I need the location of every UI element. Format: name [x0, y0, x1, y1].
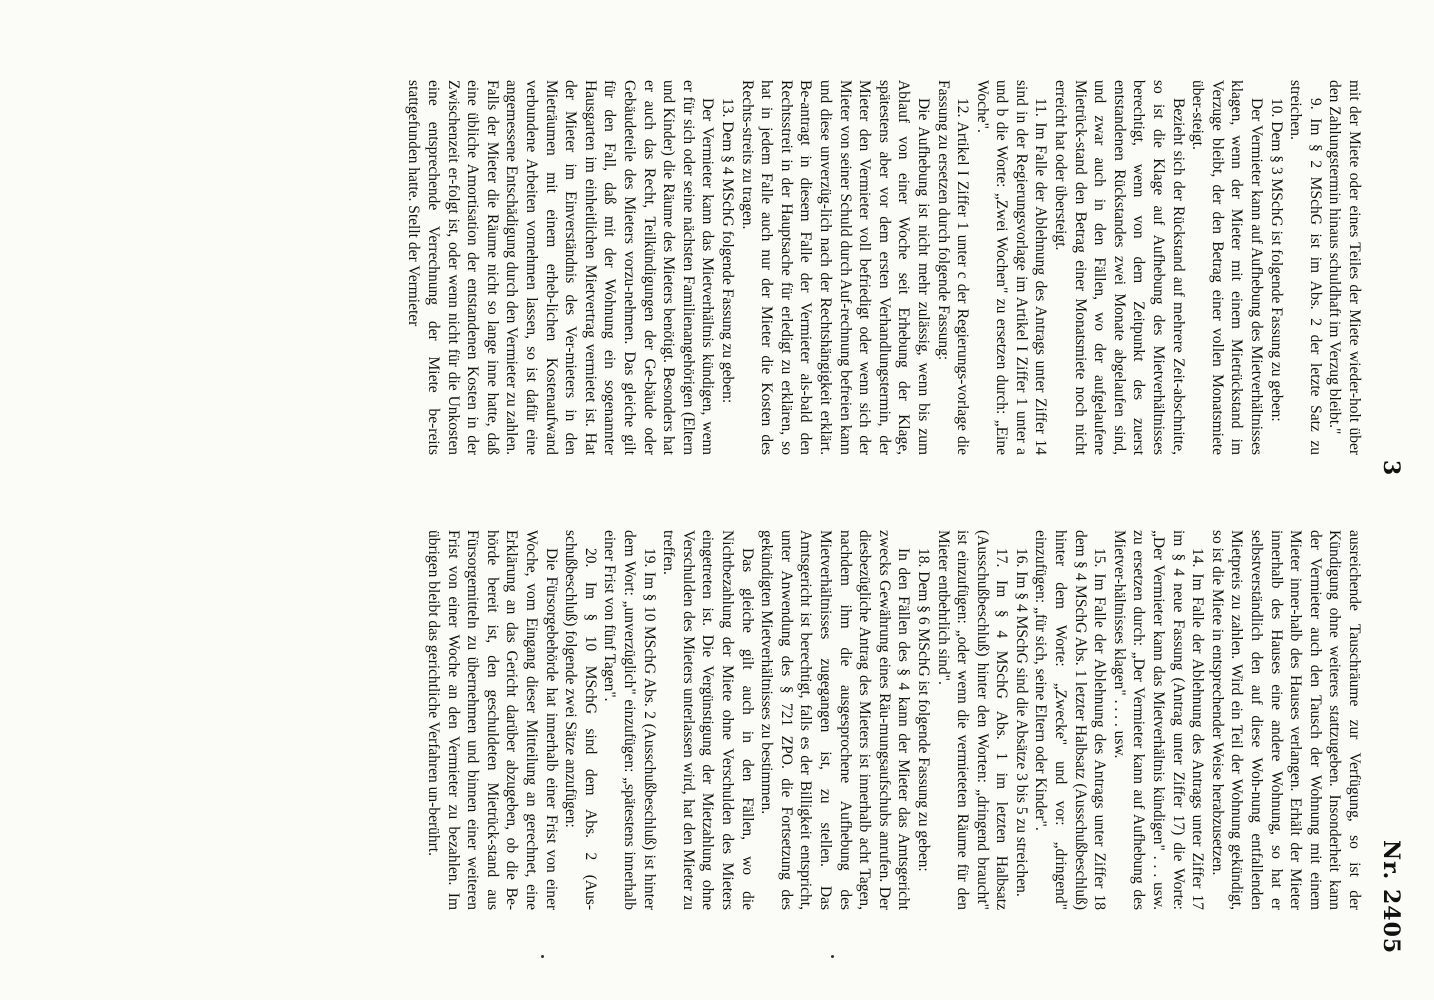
- paragraph: Der Vermieter kann das Mietverhältnis kündigen, wenn er für sich oder seine nächsten Familienangehörigen (Eltern und Kinder) die Räume des Mieters benötigt. Besonders hat er auch das Recht, Teilkündigungen der Ge-bäude oder Gebäudeteile des Mieters vorzu-nehmen. Das gleiche gilt für den Fall, daß mit der Wohnung ein sogenannter Hausgarten im einheitlichen Mietvertrag vermietet ist. Hat der Mieter im Einverständnis des Ver-mieters in den Mieträumen mit einem erheb-lichen Kostenaufwand verbundene Arbeiten vornehmen lassen, so ist dafür eine angemessene Entschädigung durch den Vermieter zu zahlen. Falls der Mieter die Räume nicht so lange inne hatte, daß eine übliche Amortisation der entstandenen Kosten in der Zwischenzeit er-folgt ist, oder wenn nicht für die Unkosten eine entsprechende Verrechnung der Miete be-reits stattgefunden hatte. Stellt der Vermieter: [405, 80, 717, 455]
- paragraph: 17. Im § 4 MSchG Abs. 1 im letzten Halbsatz (Ausschußbeschluß) hinter den Worten: „dringend braucht" ist einzufügen: „oder wenn die vermieteten Räume für den Mieter entbehrlich sind".: [934, 530, 1011, 910]
- paragraph: Die Aufhebung ist nicht mehr zulässig, wenn bis zum Ablauf von einer Woche seit Erhebung der Klage, spätestens aber vor dem ersten Verhandlungstermin, der Mieter den Vermieter voll befriedigt oder wenn sich der Mieter von seiner Schuld durch Auf-rechnung befreien kann und diese unverzüg-lich nach der Rechtshängigkeit erklärt. Be-antragt in diesem Falle der Vermieter als-bald den Rechtsstreit in der Hauptsache für erledigt zu erklären, so hat in jedem Falle auch nur der Mieter die Kosten des Rechts-streits zu tragen.: [738, 80, 932, 455]
- paragraph: Bezieht sich der Rückstand auf mehrere Zeit-abschnitte, so ist die Klage auf Aufhebung des Mietverhältnisses berechtigt, wenn von dem Zeitpunkt des zuerst entstandenen Rückstandes zwei Monate abgelaufen sind, und zwar auch in den Fällen, wo der aufgelaufene Mietrück-stand den Betrag einer Monatsmiete noch nicht erreicht hat oder übersteigt.: [1052, 80, 1187, 455]
- digitization-credit: [0, 0, 26, 1000]
- right-text-column: [424, 530, 1365, 910]
- paragraph: Die Fürsorgebehörde hat innerhalb einer Frist von einer Woche, vom Eingang dieser Mitteilung an gerechnet, eine Erklärung an das Gericht darüber abzugeben, ob die Be-hörde bereit ist, den geschuldeten Mietrück-stand aus Fürsorgemitteln zu übernehmen und binnen einer weiteren Frist von einer Woche an den Vermieter zu bezahlen. Im übrigen bleibt das gerichtliche Verfahren un-berührt.: [425, 530, 560, 910]
- document-number: Nr. 2405: [1378, 840, 1404, 955]
- paragraph: 9. Im § 2 MSchG ist im Abs. 2 der letzte Satz zu streichen.: [1287, 80, 1324, 455]
- paragraph: In den Fällen des § 4 kann der Mieter das Amtsgericht zwecks Gewährung eines Räu-mungsaufschubs anrufen. Der diesbezügliche Antrag des Mieters ist innerhalb acht Tagen, nachdem ihm die ausgesprochene Aufhebung des Mietverhältnisses zugegangen ist, zu stellen. Das Amtsgericht ist berechtigt, falls es der Billigkeit entspricht, unter Anwendung des § 721 ZPO. die Fortsetzung des gekündigten Mietverhältnisses zu bestimmen.: [758, 530, 913, 910]
- paragraph: 16. Im § 4 MSchG sind die Absätze 3 bis 5 zu streichen.: [1012, 548, 1030, 897]
- paragraph: Das gleiche gilt auch in den Fällen, wo die Nichtbezahlung der Miete ohne Verschulden des Mieters eingetreten ist. Die Vergünstigung der Mietzahlung ohne Verschulden des Mieters unterlassen wird, hat den Mieter zu treffen.: [660, 530, 756, 910]
- paragraph: Der Vermieter kann auf Aufhebung des Mietverhältnisses klagen, wenn der Mieter mit einem Mietrückstand im Verzuge bleibt, der den Betrag einer vollen Monatsmiete über-steigt.: [1189, 80, 1266, 455]
- paragraph: 14. Im Falle der Ablehnung des Antrags unter Ziffer 17 im § 4 neue Fassung (Antrag unter Ziffer 17) die Worte: „Der Vermieter kann das Mietverhältnis kündigen" . . . usw. zu ersetzen durch: „Der Vermieter kann auf Aufhebung des Mietver-hältnisses klagen" . . . . usw.: [1110, 530, 1207, 910]
- scan-speck: [541, 955, 544, 958]
- paragraph: 11. Im Falle der Ablehnung des Antrags unter Ziffer 14 sind in der Regierungsvorlage im Artikel I Ziffer 1 unter a und b die Worte: „Zwei Wochen" zu ersetzen durch: „Eine Woche".: [973, 80, 1050, 455]
- paragraph: 13. Dem § 4 MSchG folgende Fassung zu geben:: [719, 98, 736, 404]
- left-text-column: [404, 80, 1364, 455]
- paragraph: ausreichende Tauschräume zur Verfügung, so ist der Kündigung ohne weiteres stattzugeben. Insonderheit kann der Vermieter auch den Tausch der Wohnung mit einem Mieter inner-halb des Hauses verlangen. Erhält der Mieter innerhalb des Hauses eine andere Wohnung, so hat er selbstverständlich den auf diese Woh-nung entfallenden Mietpreis zu zahlen. Wird ein Teil der Wohnung gekündigt, so ist die Miete in entsprechender Weise herabzusetzen.: [1208, 530, 1363, 910]
- paragraph: 12. Artikel I Ziffer 1 unter c der Regierungs-vorlage die Fassung zu ersetzen durch folgende Fassung:: [934, 80, 972, 455]
- paragraph: 15. Im Falle der Ablehnung des Antrags unter Ziffer 18 dem § 4 MSchG Abs. 1 letzter Halbsatz (Ausschußbeschluß) hinter dem Worte: „Zwecke" und vor: „dringend" einzufügen: „für sich, seine Eltern oder Kinder".: [1032, 530, 1109, 910]
- paragraph: mit der Miete oder eines Teiles der Miete wieder-holt über den Zahlungstermin hinaus schuldhaft im Verzug bleibt.": [1326, 80, 1363, 455]
- paragraph: 10. Dem § 3 MSchG ist folgende Fassung zu geben:: [1267, 98, 1285, 422]
- paragraph: 19. Im § 10 MSchG Abs. 2 (Ausschußbeschluß) ist hinter dem Wort: „unverzüglich" einzufügen: „spätestens innerhalb einer Frist von fünf Tagen".: [601, 530, 658, 910]
- page-number: 3: [1378, 460, 1404, 476]
- paragraph: 18. Dem § 6 MSchG ist folgende Fassung zu geben:: [914, 548, 932, 872]
- scan-speck: [831, 955, 834, 958]
- paragraph: 20. Im § 10 MSchG sind dem Abs. 2 (Aus-schußbeschluß) folgende zwei Sätze anzufügen:: [562, 530, 599, 910]
